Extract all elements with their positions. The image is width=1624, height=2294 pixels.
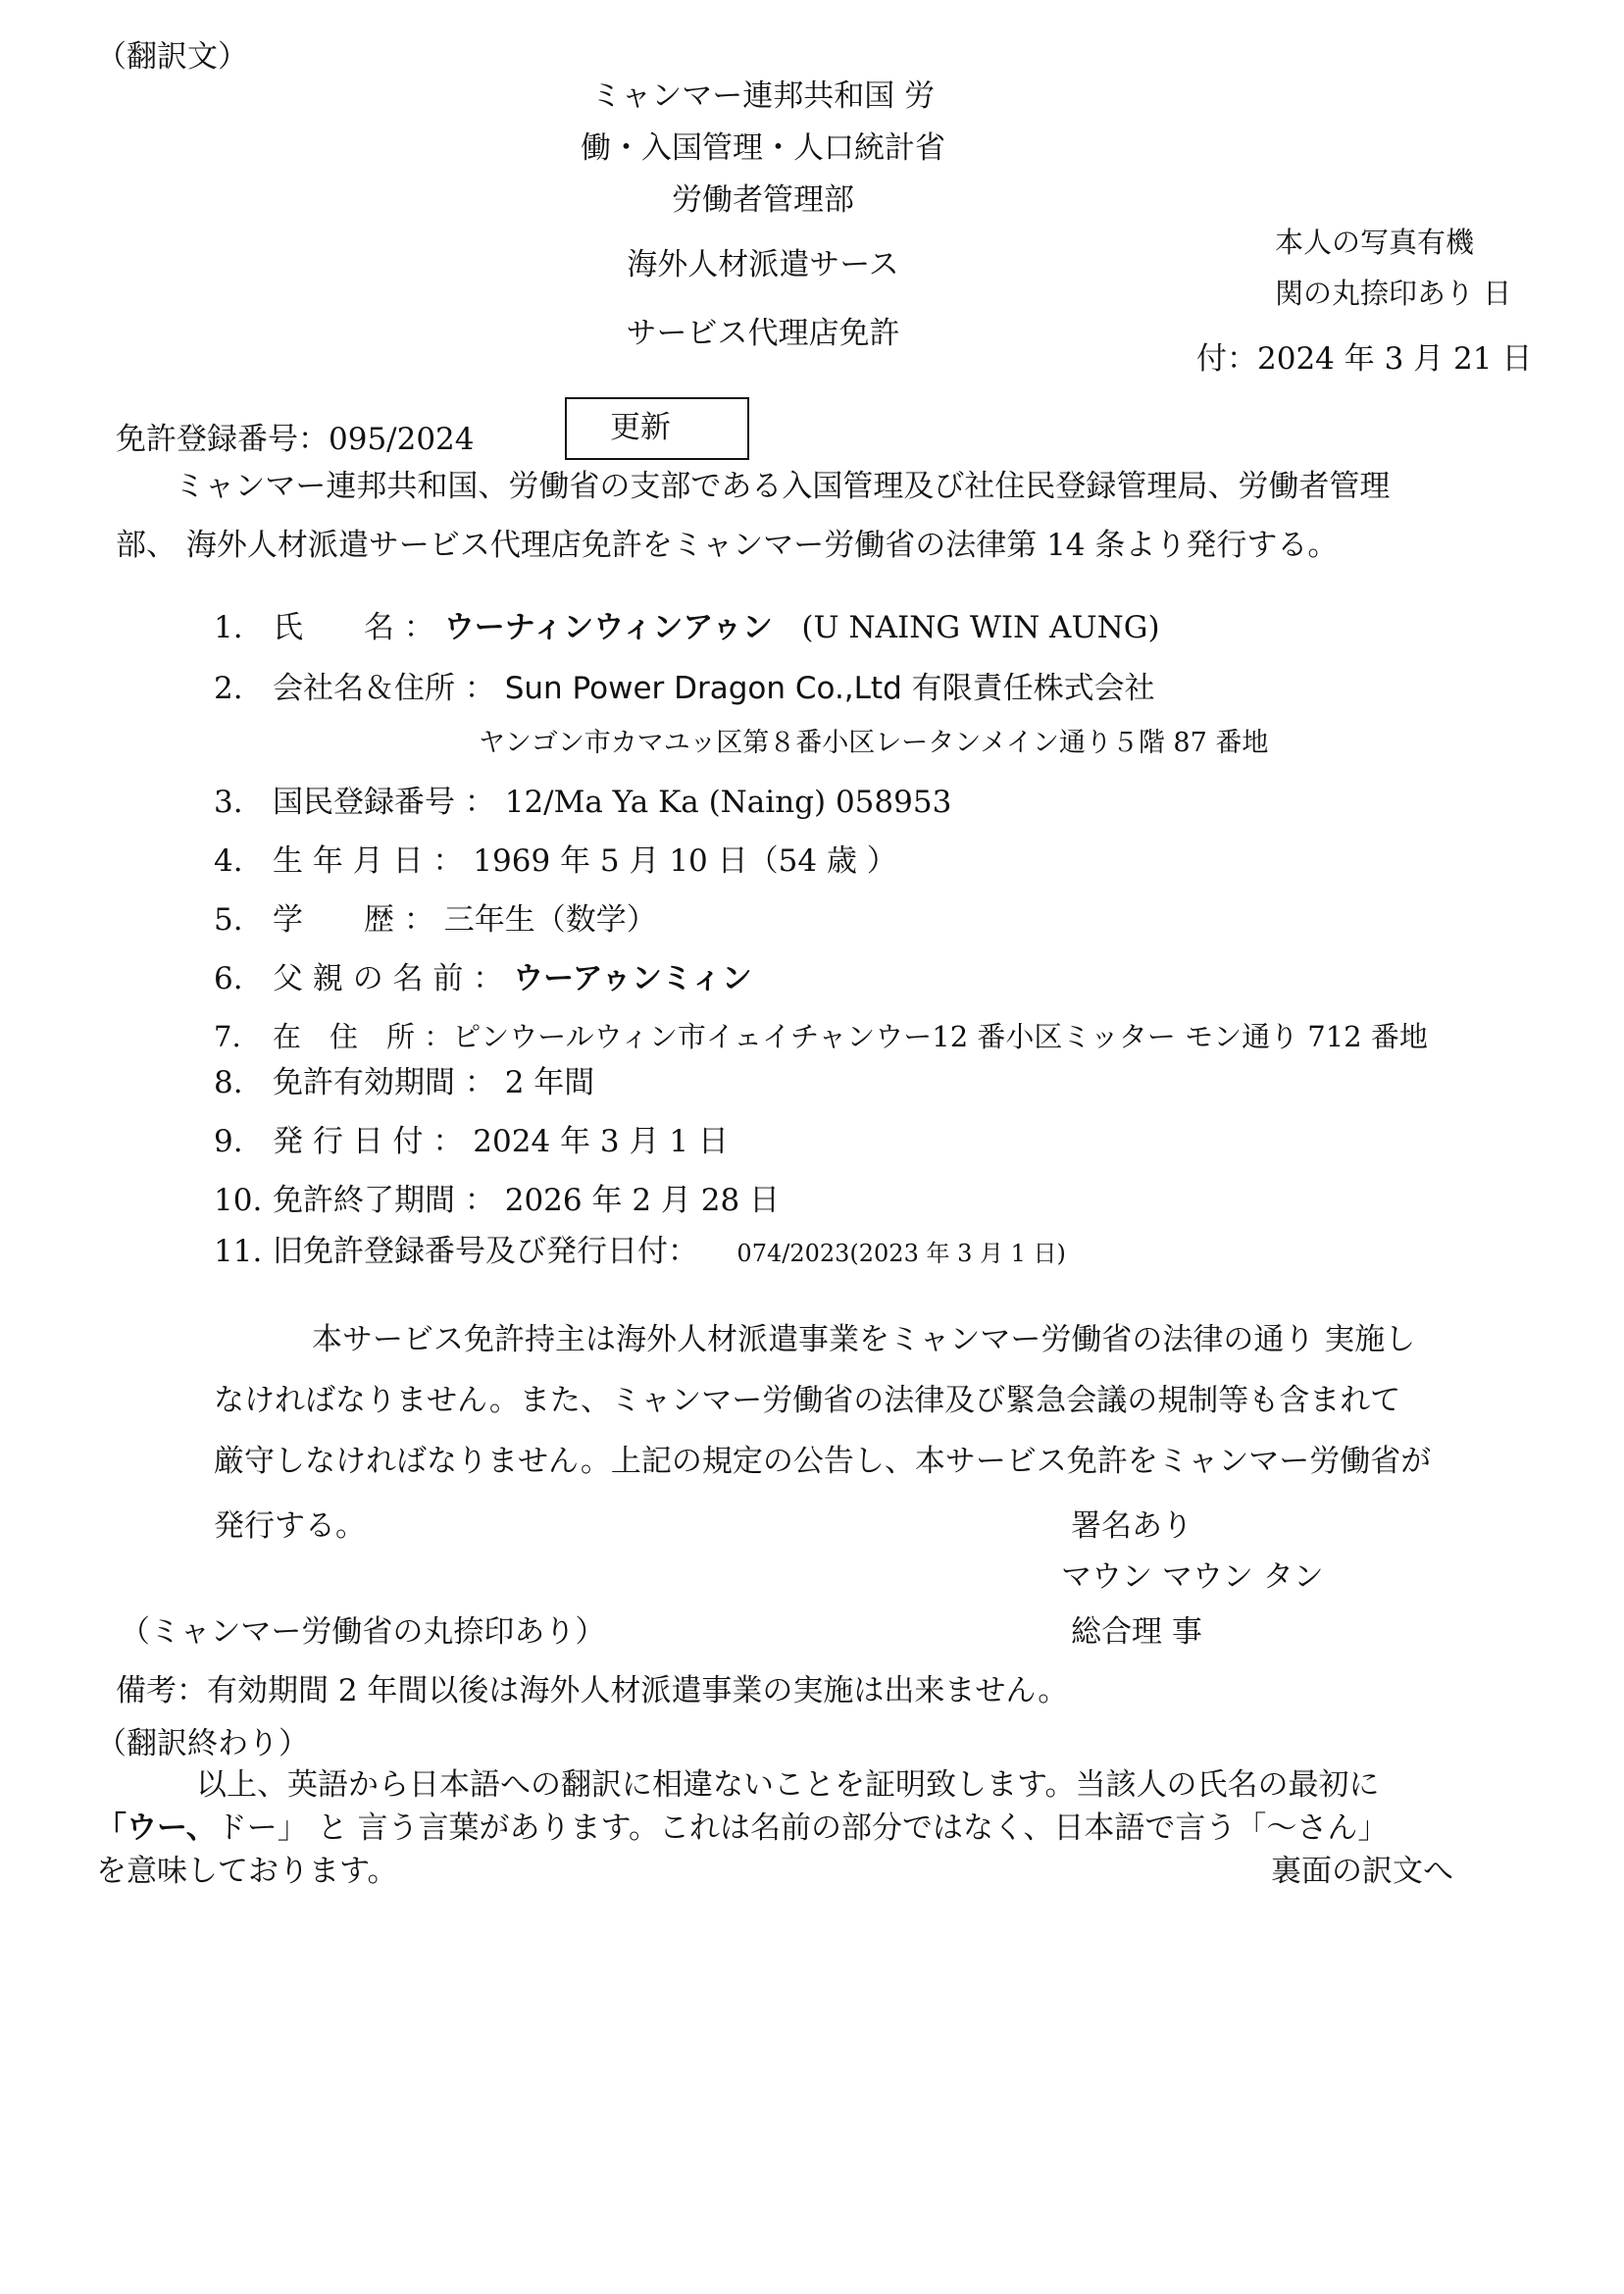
seal-note: （ミャンマー労働省の丸捺印あり）: [120, 1614, 606, 1650]
registration-number: 095/2024: [329, 422, 475, 457]
item-8-value: 2 年間: [504, 1065, 595, 1100]
item-7: [214, 1020, 1428, 1054]
item-1-number: 1.: [214, 610, 243, 645]
signature-note: 署名あり: [1071, 1508, 1193, 1544]
item-6-number: 6.: [214, 961, 243, 996]
body-line-2: なければなりません。また、ミャンマー労働省の法律及び緊急会議の規制等も含まれて: [214, 1383, 1401, 1418]
item-10-number: 10.: [214, 1183, 263, 1218]
header-line-5: サービス代理店免許: [626, 316, 900, 351]
certification-line-2: [96, 1810, 1388, 1847]
item-10-label: 免許終了期間 ：: [273, 1183, 495, 1218]
header-line-1: ミャンマー連邦共和国 労: [590, 78, 936, 114]
item-3-number: 3.: [214, 785, 243, 820]
status-box: [565, 397, 749, 460]
item-1: [214, 610, 1160, 646]
item-1-label: 氏 名 ：: [273, 610, 434, 645]
registration-row: [116, 422, 475, 458]
item-9: [214, 1124, 729, 1160]
item-1-value: ウーナィンウィンアゥン: [443, 610, 773, 645]
signatory-title: 総合理 事: [1071, 1614, 1202, 1650]
item-5-number: 5.: [214, 902, 243, 938]
item-8-number: 8.: [214, 1065, 243, 1100]
item-10-value: 2026 年 2 月 28 日: [504, 1183, 781, 1218]
item-2-number: 2.: [214, 671, 243, 706]
header-line-4: 海外人材派遣サース: [627, 247, 899, 282]
translation-end-label: （翻訳終わり）: [96, 1726, 309, 1761]
item-6-label: 父 親 の 名 前 ：: [273, 961, 504, 996]
item-2-address: ヤンゴン市カマユッ区第８番小区レータンメイン通り５階 87 番地: [479, 728, 1269, 758]
body-line-4: 発行する。: [214, 1508, 366, 1544]
intro-line-1: ミャンマー連邦共和国、労働省の支部である入国管理及び社住民登録管理局、労働者管理: [175, 469, 1391, 504]
item-4: [214, 843, 897, 880]
item-9-number: 9.: [214, 1124, 243, 1159]
item-3: [214, 785, 951, 821]
item-2: [214, 671, 1155, 707]
item-7-label: 在 住 所 ：: [273, 1020, 453, 1053]
certification-line-1: 以上、英語から日本語への翻訳に相違ないことを証明致します。当該人の氏名の最初に: [196, 1767, 1380, 1803]
item-9-label: 発 行 日 付 ：: [273, 1124, 464, 1159]
body-line-1: 本サービス免許持主は海外人材派遣事業をミャンマー労働省の法律の通り 実施し: [312, 1322, 1416, 1357]
item-3-label: 国民登録番号 ：: [273, 785, 495, 820]
item-5: [214, 902, 657, 939]
item-6-value: ウーアゥンミィン: [513, 961, 752, 996]
item-7-number: 7.: [214, 1020, 241, 1053]
item-3-value: 12/Ma Ya Ka (Naing) 058953: [504, 785, 952, 820]
photo-note-line-1: 本人の写真有機: [1275, 226, 1475, 259]
item-10: [214, 1183, 780, 1219]
item-9-value: 2024 年 3 月 1 日: [473, 1124, 729, 1159]
signatory-name: マウン マウン タン: [1061, 1559, 1324, 1595]
item-11-label: 旧免許登録番号及び発行日付：: [273, 1234, 698, 1269]
item-5-value: 三年生（数学）: [443, 902, 657, 938]
item-2-value: Sun Power Dragon Co.,Ltd 有限責任株式会社: [504, 671, 1155, 706]
item-8: [214, 1065, 594, 1101]
next-page-note: 裏面の訳文へ: [1271, 1854, 1453, 1889]
item-5-label: 学 歴 ：: [273, 902, 434, 938]
item-11-value: 074/2023(2023 年 3 月 1 日): [736, 1240, 1066, 1267]
body-line-3: 厳守しなければなりません。上記の規定の公告し、本サービス免許をミャンマー労働省が: [214, 1444, 1432, 1479]
remark: 備考：有効期間 2 年間以後は海外人材派遣事業の実施は出来ません。: [116, 1673, 1069, 1708]
item-4-label: 生 年 月 日 ：: [273, 843, 464, 879]
item-8-label: 免許有効期間 ：: [273, 1065, 495, 1100]
status-box-label: 更新: [610, 410, 671, 445]
intro-line-2: 部、 海外人材派遣サービス代理店免許をミャンマー労働省の法律第 14 条より発行する。: [116, 528, 1339, 563]
translation-label: （翻訳文）: [96, 39, 248, 75]
photo-note-date: 付：2024 年 3 月 21 日: [1196, 341, 1533, 377]
header-line-3: 労働者管理部: [672, 182, 854, 218]
item-4-value: 1969 年 5 月 10 日（54 歳 ）: [473, 843, 897, 879]
certification-line-3: を意味しております。: [96, 1854, 398, 1889]
header-line-2: 働・入国管理・人口統計省: [581, 130, 945, 166]
item-1-romanized: (U NAING WIN AUNG): [801, 610, 1160, 645]
item-2-label: 会社名＆住所 ：: [273, 671, 495, 706]
certification-line-2-text: ドー」 と 言う言葉があります。これは名前の部分ではなく、日本語で言う「〜さん」: [216, 1810, 1389, 1846]
photo-note-line-2: 関の丸捺印あり 日: [1275, 277, 1512, 310]
item-11-number: 11.: [214, 1234, 263, 1269]
item-11: [214, 1234, 1066, 1270]
item-6: [214, 961, 752, 997]
certification-honorific-u: 「ウー、: [96, 1810, 217, 1846]
item-7-value: ピンウールウィン市イェイチャンウー12 番小区ミッター モン通り 712 番地: [452, 1020, 1428, 1053]
registration-label: 免許登録番号：: [116, 422, 329, 457]
item-4-number: 4.: [214, 843, 243, 879]
